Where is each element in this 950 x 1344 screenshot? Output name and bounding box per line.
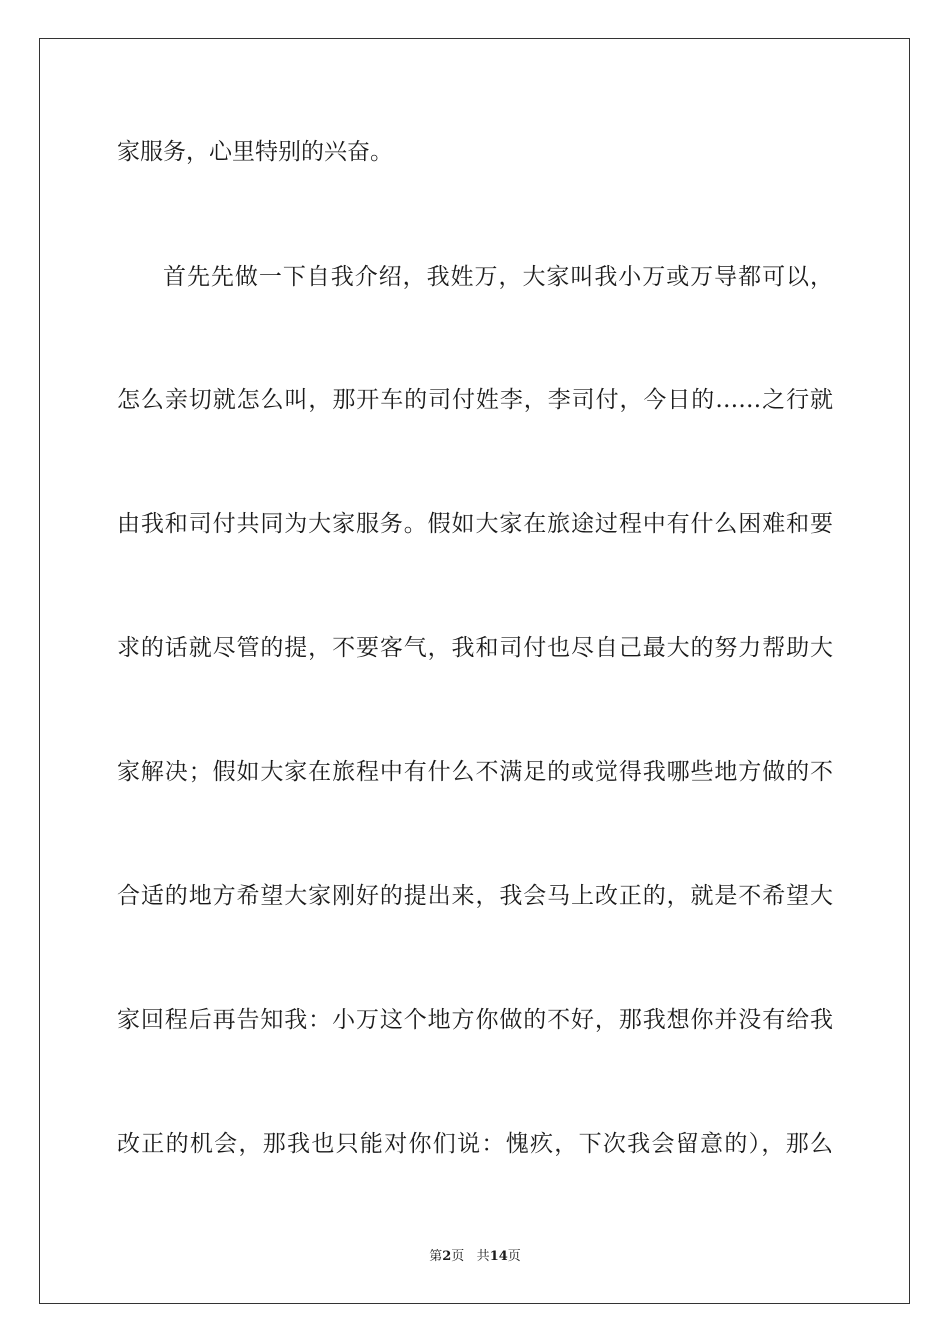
text-line-2: 首先先做一下自我介绍，我姓万，大家叫我小万或万导都可以， bbox=[163, 264, 833, 290]
text-line-3: 怎么亲切就怎么叫，那开车的司付姓李，李司付，今日的……之行就 bbox=[117, 387, 833, 413]
text-line-9: 改正的机会，那我也只能对你们说：愧疚，下次我会留意的），那么 bbox=[117, 1131, 833, 1157]
footer-page-suffix: 页 bbox=[451, 1249, 465, 1264]
page-footer bbox=[0, 1248, 950, 1266]
text-line-5: 求的话就尽管的提，不要客气，我和司付也尽自己最大的努力帮助大 bbox=[117, 635, 833, 661]
text-line-7: 合适的地方希望大家刚好的提出来，我会马上改正的，就是不希望大 bbox=[117, 883, 833, 909]
footer-total-suffix: 页 bbox=[507, 1249, 521, 1264]
text-line-1: 家服务，心里特别的兴奋。 bbox=[117, 139, 393, 165]
footer-page-prefix: 第 bbox=[429, 1249, 443, 1264]
footer-total-prefix: 共 bbox=[476, 1249, 490, 1264]
text-line-4: 由我和司付共同为大家服务。假如大家在旅途过程中有什么困难和要 bbox=[117, 511, 833, 537]
text-line-6: 家解决；假如大家在旅程中有什么不满足的或觉得我哪些地方做的不 bbox=[117, 759, 833, 785]
footer-total-pages: 14 bbox=[489, 1249, 508, 1264]
footer-page-number: 2 bbox=[442, 1249, 452, 1264]
page-border bbox=[39, 38, 910, 1304]
text-line-8: 家回程后再告知我：小万这个地方你做的不好，那我想你并没有给我 bbox=[117, 1007, 833, 1033]
